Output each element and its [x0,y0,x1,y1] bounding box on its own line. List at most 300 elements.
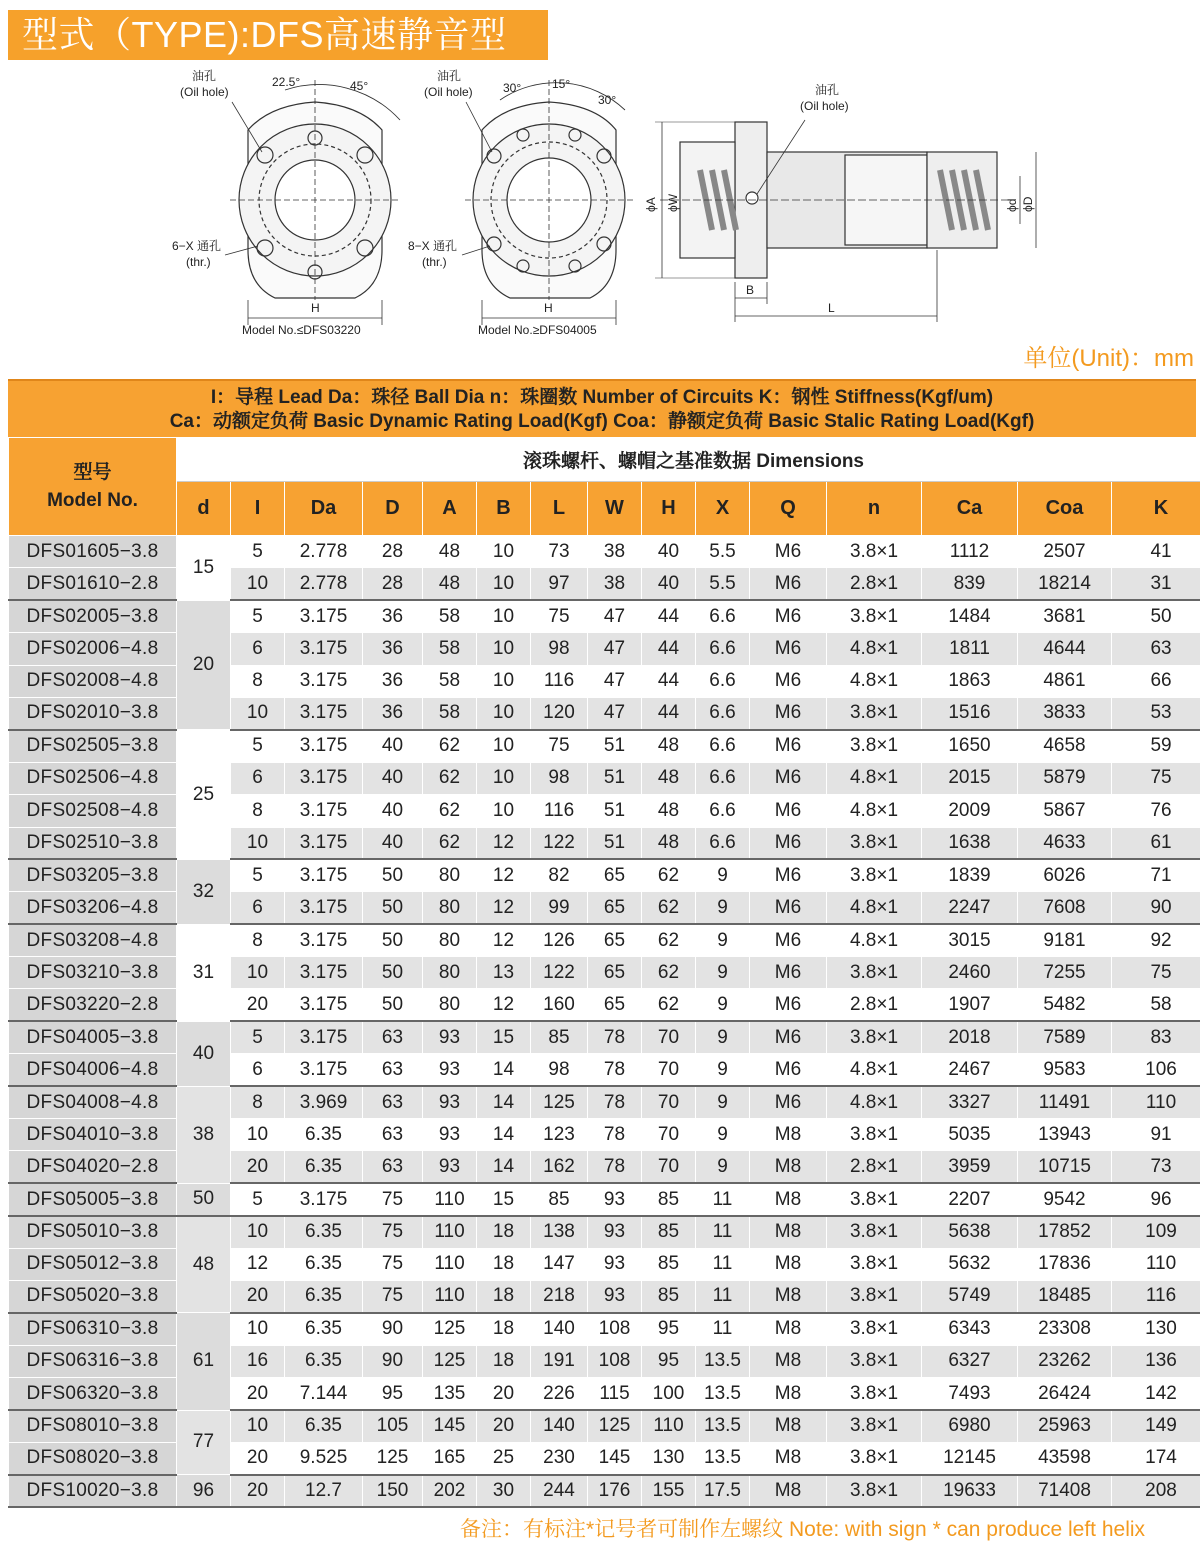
value-cell-x: 6.6 [696,697,750,729]
value-cell-i: 12 [231,1248,285,1280]
value-cell-da: 3.175 [285,989,363,1021]
value-cell-da: 3.175 [285,859,363,891]
value-cell-coa: 17836 [1018,1248,1112,1280]
model-number-cell: DFS06316−3.8 [9,1345,177,1377]
value-cell-k: 75 [1112,957,1200,989]
shaft-diameter-cell: 31 [177,924,231,1021]
value-cell-x: 13.5 [696,1345,750,1377]
table-row [9,1313,1200,1345]
value-cell-x: 9 [696,1086,750,1118]
value-cell-coa: 18214 [1018,568,1112,600]
value-cell-q: M8 [750,1151,827,1183]
value-cell-l: 147 [531,1248,588,1280]
model-number-cell: DFS04010−3.8 [9,1119,177,1151]
value-cell-a: 110 [423,1280,477,1312]
value-cell-n: 3.8×1 [827,1183,922,1215]
value-cell-q: M8 [750,1248,827,1280]
value-cell-ca: 5035 [922,1119,1018,1151]
value-cell-q: M8 [750,1313,827,1345]
flange-drawing-8-hole [462,80,635,325]
value-cell-q: M6 [750,762,827,794]
value-cell-a: 62 [423,827,477,859]
value-cell-ca: 2018 [922,1021,1018,1053]
value-cell-x: 13.5 [696,1410,750,1442]
value-cell-b: 14 [477,1151,531,1183]
value-cell-k: 136 [1112,1345,1200,1377]
model-number-cell: DFS01610−2.8 [9,568,177,600]
value-cell-ca: 19633 [922,1475,1018,1507]
value-cell-b: 14 [477,1086,531,1118]
value-cell-b: 18 [477,1216,531,1248]
value-cell-k: 59 [1112,730,1200,762]
value-cell-da: 9.525 [285,1442,363,1474]
value-cell-n: 3.8×1 [827,1216,922,1248]
model-number-cell: DFS08010−3.8 [9,1410,177,1442]
value-cell-w: 115 [588,1378,642,1410]
value-cell-n: 4.8×1 [827,892,922,924]
value-cell-h: 70 [642,1151,696,1183]
value-cell-da: 6.35 [285,1248,363,1280]
value-cell-h: 40 [642,536,696,568]
value-cell-ca: 1863 [922,665,1018,697]
value-cell-q: M6 [750,827,827,859]
value-cell-ca: 2207 [922,1183,1018,1215]
right-phi-d-big: ϕD [1021,196,1035,212]
left-oil-hole-en: (Oil hole) [180,85,229,99]
value-cell-n: 3.8×1 [827,1475,922,1507]
specification-table [8,437,1200,1508]
model-number-cell: DFS03205−3.8 [9,859,177,891]
model-number-cell: DFS05005−3.8 [9,1183,177,1215]
value-cell-l: 244 [531,1475,588,1507]
right-l-label: L [828,301,835,315]
value-cell-a: 125 [423,1345,477,1377]
column-header-da: Da [285,482,363,536]
value-cell-w: 176 [588,1475,642,1507]
value-cell-w: 65 [588,892,642,924]
value-cell-coa: 10715 [1018,1151,1112,1183]
value-cell-h: 70 [642,1119,696,1151]
unit-label: 单位(Unit)：mm [1023,345,1194,372]
value-cell-a: 80 [423,859,477,891]
value-cell-i: 5 [231,859,285,891]
value-cell-ca: 1638 [922,827,1018,859]
table-row [9,1183,1200,1215]
value-cell-a: 93 [423,1086,477,1118]
value-cell-l: 191 [531,1345,588,1377]
middle-holes-en: (thr.) [422,255,447,269]
value-cell-q: M8 [750,1280,827,1312]
value-cell-da: 6.35 [285,1280,363,1312]
value-cell-b: 15 [477,1021,531,1053]
value-cell-n: 3.8×1 [827,1248,922,1280]
value-cell-da: 6.35 [285,1119,363,1151]
value-cell-l: 99 [531,892,588,924]
value-cell-da: 6.35 [285,1313,363,1345]
value-cell-coa: 17852 [1018,1216,1112,1248]
value-cell-da: 3.969 [285,1086,363,1118]
value-cell-ca: 12145 [922,1442,1018,1474]
value-cell-k: 106 [1112,1054,1200,1086]
value-cell-n: 4.8×1 [827,1086,922,1118]
value-cell-k: 31 [1112,568,1200,600]
value-cell-b: 12 [477,859,531,891]
value-cell-k: 149 [1112,1410,1200,1442]
shaft-diameter-cell: 50 [177,1183,231,1215]
value-cell-d: 90 [363,1313,423,1345]
value-cell-d: 105 [363,1410,423,1442]
value-cell-x: 9 [696,957,750,989]
table-row [9,1216,1200,1248]
value-cell-n: 3.8×1 [827,536,922,568]
value-cell-coa: 25963 [1018,1410,1112,1442]
value-cell-x: 11 [696,1248,750,1280]
value-cell-k: 73 [1112,1151,1200,1183]
value-cell-a: 145 [423,1410,477,1442]
value-cell-d: 40 [363,795,423,827]
value-cell-b: 10 [477,762,531,794]
model-header-cn: 型号 [73,461,112,483]
model-column-header [9,438,177,536]
value-cell-l: 230 [531,1442,588,1474]
value-cell-i: 20 [231,1151,285,1183]
value-cell-h: 44 [642,633,696,665]
value-cell-d: 40 [363,827,423,859]
value-cell-w: 65 [588,924,642,956]
column-header-row [9,482,1200,536]
value-cell-w: 93 [588,1216,642,1248]
value-cell-h: 44 [642,697,696,729]
value-cell-d: 63 [363,1021,423,1053]
value-cell-q: M6 [750,795,827,827]
value-cell-d: 28 [363,536,423,568]
value-cell-w: 51 [588,762,642,794]
right-oil-hole-cn: 油孔 [815,83,840,97]
value-cell-ca: 1112 [922,536,1018,568]
value-cell-k: 116 [1112,1280,1200,1312]
value-cell-i: 6 [231,633,285,665]
value-cell-q: M6 [750,989,827,1021]
model-number-cell: DFS02010−3.8 [9,697,177,729]
value-cell-q: M8 [750,1378,827,1410]
value-cell-b: 10 [477,665,531,697]
value-cell-a: 110 [423,1183,477,1215]
value-cell-d: 50 [363,892,423,924]
value-cell-da: 3.175 [285,892,363,924]
value-cell-ca: 3015 [922,924,1018,956]
value-cell-d: 36 [363,665,423,697]
value-cell-coa: 9181 [1018,924,1112,956]
value-cell-q: M8 [750,1410,827,1442]
column-header-l: L [531,482,588,536]
value-cell-d: 63 [363,1151,423,1183]
middle-angle-1: 30° [503,81,522,95]
value-cell-n: 3.8×1 [827,1410,922,1442]
value-cell-h: 62 [642,892,696,924]
value-cell-coa: 5867 [1018,795,1112,827]
value-cell-ca: 839 [922,568,1018,600]
value-cell-d: 50 [363,924,423,956]
value-cell-x: 6.6 [696,633,750,665]
value-cell-d: 63 [363,1119,423,1151]
model-number-cell: DFS02008−4.8 [9,665,177,697]
legend-line-2: Ca：动额定负荷 Basic Dynamic Rating Load(Kgf) Coa：静额定负荷 Basic Stalic Rating Load(Kgf) [169,411,1035,432]
column-header-d: d [177,482,231,536]
value-cell-ca: 2460 [922,957,1018,989]
value-cell-x: 11 [696,1183,750,1215]
value-cell-a: 93 [423,1151,477,1183]
value-cell-b: 10 [477,600,531,632]
value-cell-ca: 1839 [922,859,1018,891]
value-cell-x: 13.5 [696,1442,750,1474]
value-cell-n: 4.8×1 [827,665,922,697]
value-cell-i: 16 [231,1345,285,1377]
value-cell-coa: 11491 [1018,1086,1112,1118]
value-cell-l: 98 [531,1054,588,1086]
model-number-cell: DFS03208−4.8 [9,924,177,956]
value-cell-q: M6 [750,536,827,568]
value-cell-w: 51 [588,795,642,827]
value-cell-d: 75 [363,1280,423,1312]
model-number-cell: DFS05010−3.8 [9,1216,177,1248]
value-cell-q: M6 [750,1086,827,1118]
value-cell-a: 165 [423,1442,477,1474]
value-cell-b: 14 [477,1054,531,1086]
value-cell-h: 44 [642,665,696,697]
value-cell-k: 50 [1112,600,1200,632]
value-cell-b: 15 [477,1183,531,1215]
value-cell-i: 8 [231,1086,285,1118]
value-cell-w: 51 [588,730,642,762]
value-cell-w: 47 [588,600,642,632]
value-cell-n: 3.8×1 [827,957,922,989]
value-cell-b: 18 [477,1280,531,1312]
value-cell-q: M6 [750,1021,827,1053]
drawing-canvas [0,60,1200,350]
value-cell-ca: 2009 [922,795,1018,827]
value-cell-ca: 3959 [922,1151,1018,1183]
value-cell-d: 90 [363,1345,423,1377]
value-cell-n: 4.8×1 [827,633,922,665]
value-cell-b: 10 [477,730,531,762]
value-cell-d: 40 [363,762,423,794]
value-cell-w: 65 [588,859,642,891]
model-number-cell: DFS02006−4.8 [9,633,177,665]
value-cell-w: 47 [588,665,642,697]
right-phi-w: ϕW [666,193,680,212]
value-cell-k: 66 [1112,665,1200,697]
value-cell-da: 2.778 [285,568,363,600]
value-cell-i: 10 [231,957,285,989]
value-cell-n: 3.8×1 [827,1280,922,1312]
value-cell-l: 85 [531,1021,588,1053]
value-cell-x: 6.6 [696,665,750,697]
value-cell-l: 226 [531,1378,588,1410]
value-cell-k: 208 [1112,1475,1200,1507]
value-cell-q: M6 [750,957,827,989]
value-cell-h: 62 [642,859,696,891]
value-cell-coa: 2507 [1018,536,1112,568]
value-cell-h: 70 [642,1021,696,1053]
value-cell-l: 73 [531,536,588,568]
value-cell-k: 61 [1112,827,1200,859]
value-cell-coa: 6026 [1018,859,1112,891]
value-cell-x: 11 [696,1280,750,1312]
value-cell-coa: 71408 [1018,1475,1112,1507]
value-cell-i: 8 [231,795,285,827]
value-cell-d: 28 [363,568,423,600]
value-cell-d: 36 [363,697,423,729]
value-cell-da: 6.35 [285,1216,363,1248]
column-header-d: D [363,482,423,536]
value-cell-n: 2.8×1 [827,568,922,600]
value-cell-x: 6.6 [696,600,750,632]
value-cell-l: 97 [531,568,588,600]
model-number-cell: DFS02505−3.8 [9,730,177,762]
value-cell-n: 4.8×1 [827,795,922,827]
value-cell-coa: 5482 [1018,989,1112,1021]
value-cell-d: 50 [363,859,423,891]
value-cell-da: 6.35 [285,1151,363,1183]
value-cell-w: 78 [588,1119,642,1151]
value-cell-i: 10 [231,697,285,729]
value-cell-a: 110 [423,1216,477,1248]
value-cell-b: 10 [477,697,531,729]
value-cell-ca: 2467 [922,1054,1018,1086]
value-cell-x: 9 [696,859,750,891]
value-cell-d: 50 [363,957,423,989]
value-cell-n: 2.8×1 [827,1151,922,1183]
value-cell-b: 14 [477,1119,531,1151]
value-cell-b: 30 [477,1475,531,1507]
value-cell-l: 218 [531,1280,588,1312]
footnote: 备注：有标注*记号者可制作左螺纹 Note: with sign * can produce left helix [460,1518,1146,1541]
value-cell-b: 13 [477,957,531,989]
value-cell-x: 17.5 [696,1475,750,1507]
middle-angle-3: 30° [598,93,617,107]
value-cell-n: 2.8×1 [827,989,922,1021]
model-number-cell: DFS02510−3.8 [9,827,177,859]
value-cell-a: 202 [423,1475,477,1507]
shaft-diameter-cell: 40 [177,1021,231,1086]
left-h-label: H [311,301,320,315]
middle-holes-cn: 8−X 通孔 [408,239,458,253]
value-cell-w: 93 [588,1248,642,1280]
value-cell-w: 108 [588,1313,642,1345]
value-cell-b: 12 [477,924,531,956]
value-cell-i: 20 [231,1280,285,1312]
value-cell-n: 3.8×1 [827,827,922,859]
abbreviation-legend [8,379,1196,437]
value-cell-coa: 7589 [1018,1021,1112,1053]
value-cell-w: 93 [588,1280,642,1312]
value-cell-l: 116 [531,795,588,827]
model-number-cell: DFS03206−4.8 [9,892,177,924]
value-cell-l: 125 [531,1086,588,1118]
value-cell-a: 58 [423,697,477,729]
value-cell-n: 4.8×1 [827,1054,922,1086]
value-cell-q: M8 [750,1183,827,1215]
value-cell-x: 13.5 [696,1378,750,1410]
value-cell-i: 10 [231,568,285,600]
value-cell-h: 85 [642,1183,696,1215]
value-cell-l: 120 [531,697,588,729]
value-cell-i: 20 [231,1378,285,1410]
value-cell-b: 10 [477,795,531,827]
value-cell-a: 80 [423,957,477,989]
value-cell-coa: 3681 [1018,600,1112,632]
value-cell-l: 122 [531,827,588,859]
left-oil-hole-cn: 油孔 [192,69,217,83]
value-cell-n: 3.8×1 [827,697,922,729]
value-cell-w: 38 [588,568,642,600]
value-cell-a: 62 [423,795,477,827]
shaft-diameter-cell: 48 [177,1216,231,1313]
model-number-cell: DFS02506−4.8 [9,762,177,794]
shaft-diameter-cell: 15 [177,536,231,601]
table-row [9,1086,1200,1118]
value-cell-k: 63 [1112,633,1200,665]
value-cell-h: 44 [642,600,696,632]
value-cell-l: 98 [531,762,588,794]
value-cell-ca: 1811 [922,633,1018,665]
value-cell-da: 3.175 [285,665,363,697]
value-cell-x: 6.6 [696,730,750,762]
value-cell-w: 93 [588,1183,642,1215]
left-caption: Model No.≤DFS03220 [242,323,361,337]
value-cell-n: 3.8×1 [827,1021,922,1053]
value-cell-i: 10 [231,827,285,859]
value-cell-l: 140 [531,1410,588,1442]
value-cell-x: 11 [696,1313,750,1345]
shaft-diameter-cell: 77 [177,1410,231,1475]
value-cell-d: 40 [363,730,423,762]
table-row [9,859,1200,891]
value-cell-h: 85 [642,1216,696,1248]
value-cell-l: 82 [531,859,588,891]
value-cell-da: 7.144 [285,1378,363,1410]
table-row [9,1475,1200,1507]
value-cell-h: 40 [642,568,696,600]
value-cell-q: M8 [750,1442,827,1474]
value-cell-w: 78 [588,1054,642,1086]
value-cell-ca: 6343 [922,1313,1018,1345]
value-cell-h: 110 [642,1410,696,1442]
value-cell-w: 145 [588,1442,642,1474]
value-cell-d: 125 [363,1442,423,1474]
value-cell-b: 10 [477,536,531,568]
value-cell-a: 110 [423,1248,477,1280]
value-cell-x: 5.5 [696,536,750,568]
table-row [9,1021,1200,1053]
value-cell-ca: 2247 [922,892,1018,924]
value-cell-b: 12 [477,827,531,859]
flange-drawing-6-hole [225,80,400,325]
value-cell-da: 3.175 [285,957,363,989]
value-cell-l: 98 [531,633,588,665]
value-cell-q: M8 [750,1216,827,1248]
value-cell-coa: 7608 [1018,892,1112,924]
value-cell-k: 91 [1112,1119,1200,1151]
value-cell-i: 5 [231,1183,285,1215]
value-cell-coa: 13943 [1018,1119,1112,1151]
value-cell-i: 10 [231,1216,285,1248]
value-cell-b: 10 [477,633,531,665]
left-angle-1: 22.5° [272,75,301,89]
value-cell-k: 110 [1112,1086,1200,1118]
value-cell-a: 125 [423,1313,477,1345]
value-cell-i: 10 [231,1313,285,1345]
